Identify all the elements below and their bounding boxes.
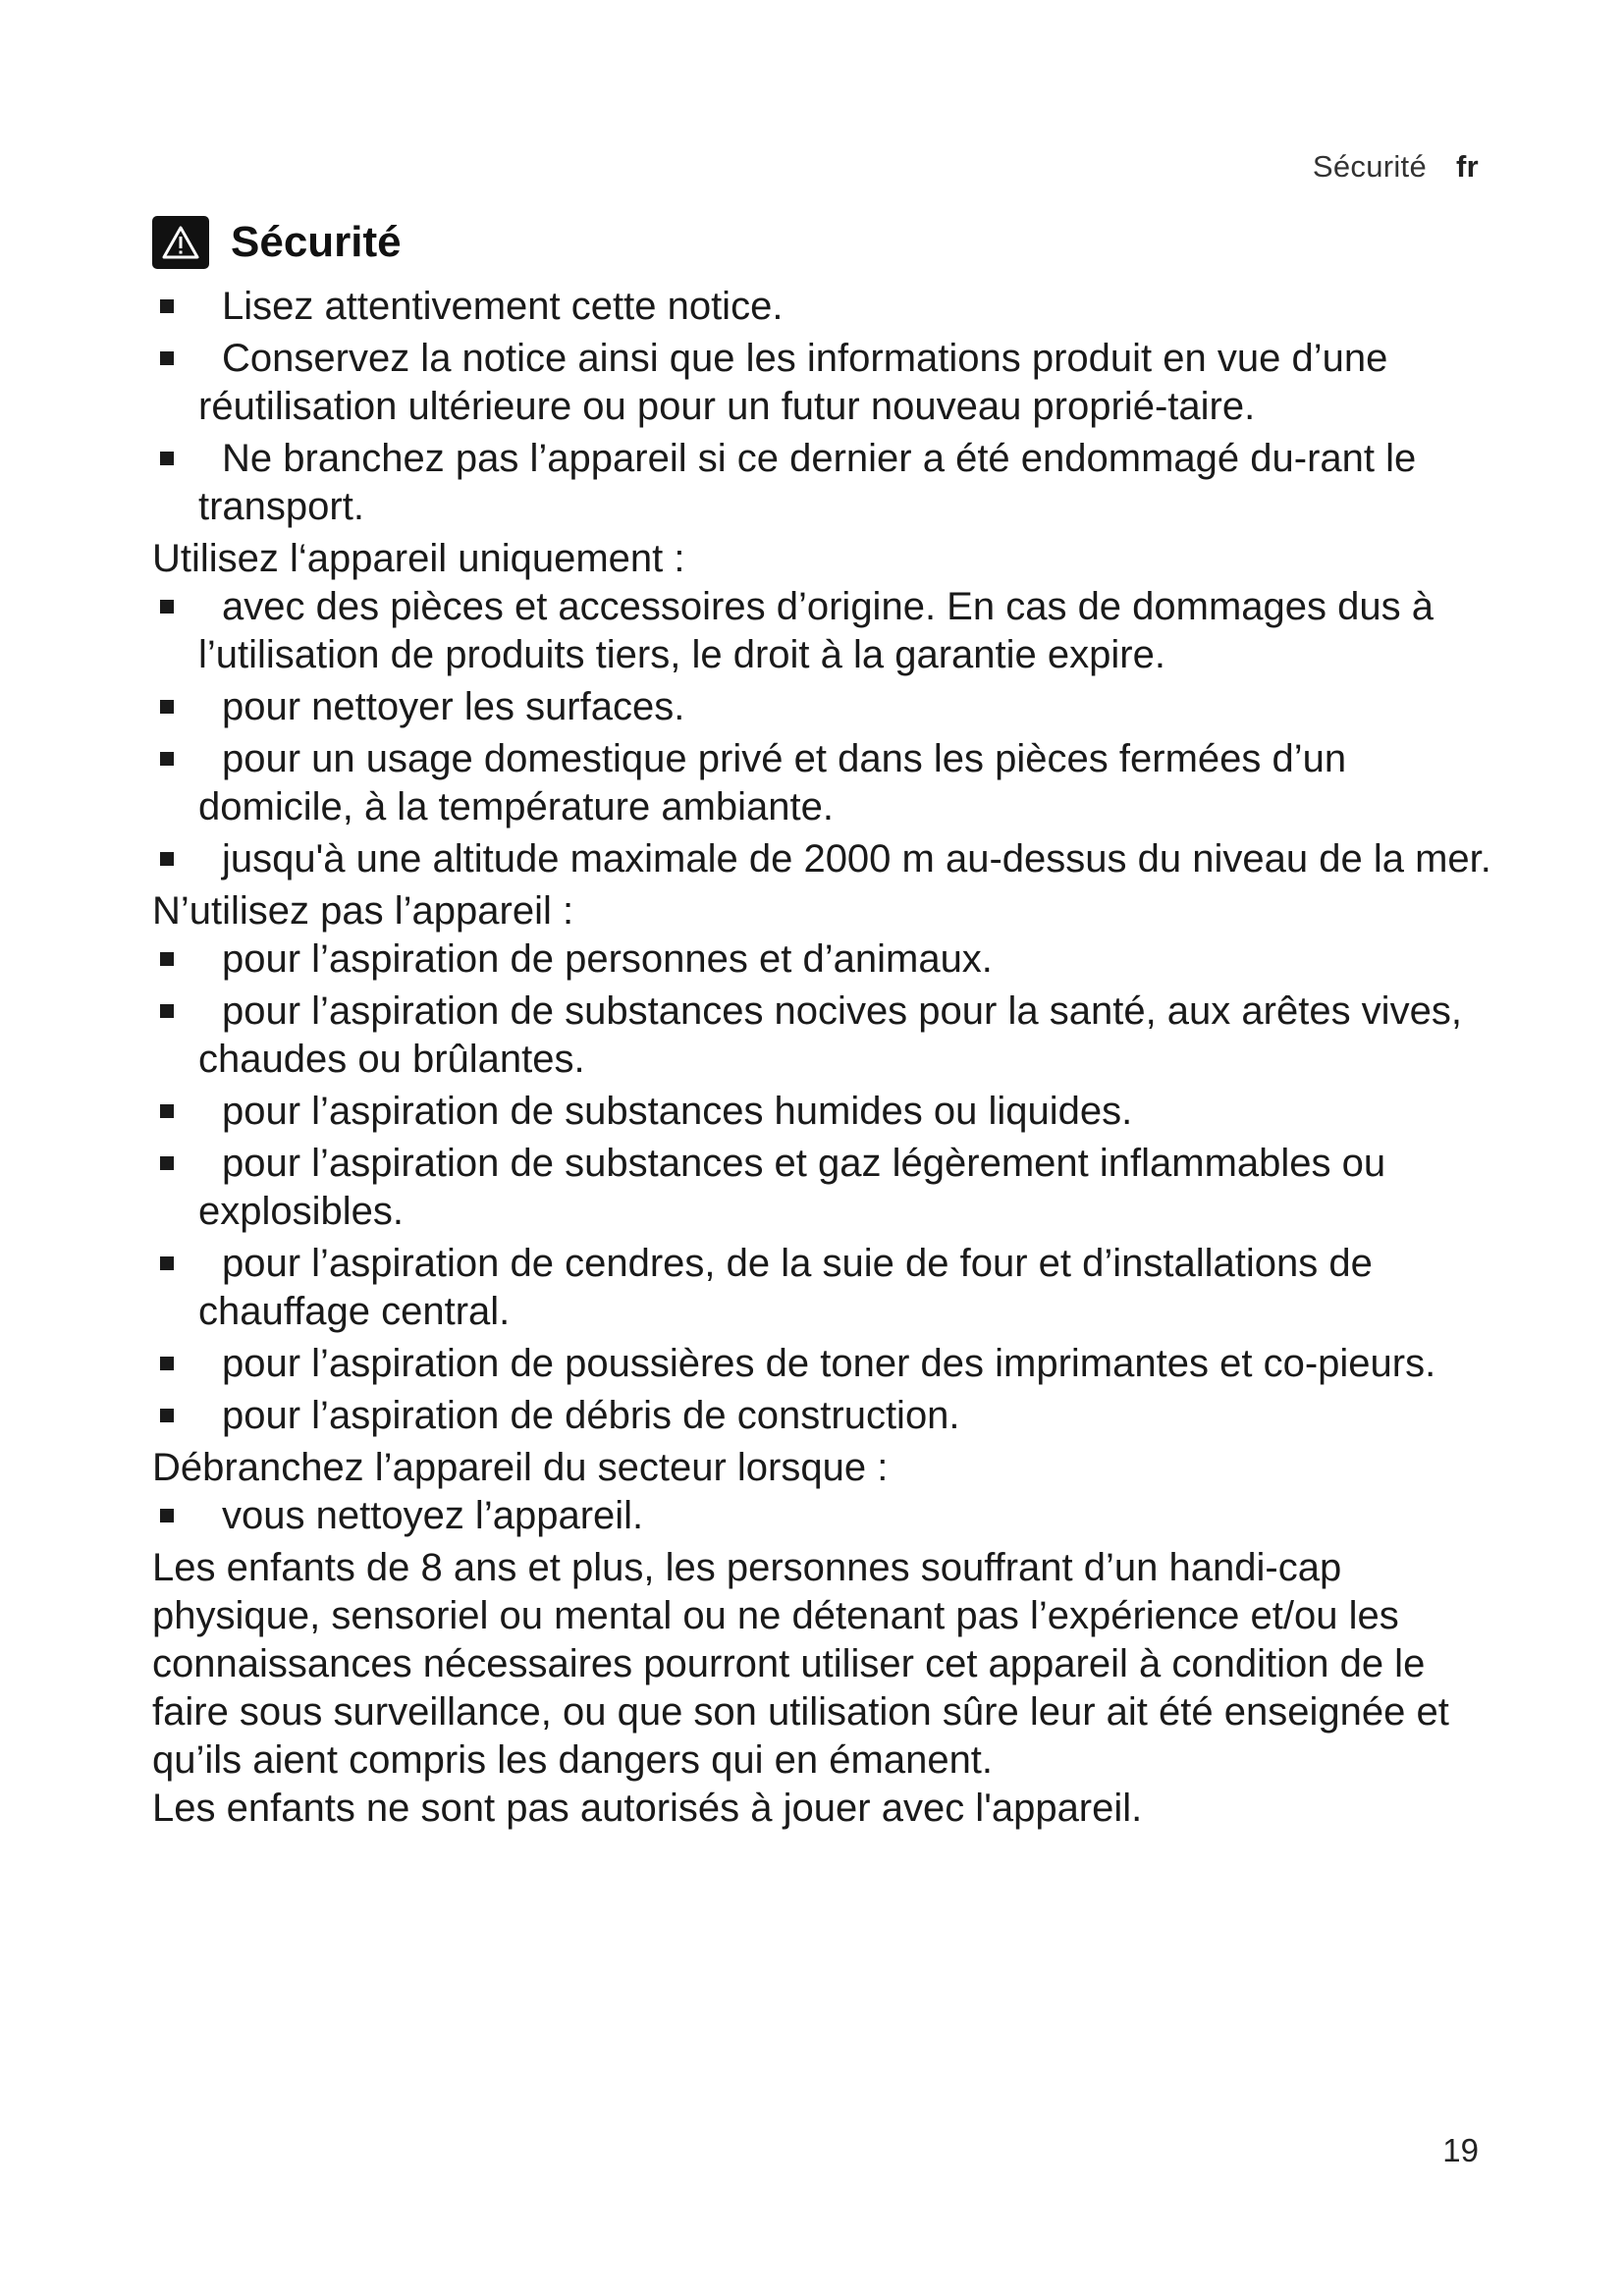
bullet [160, 1357, 174, 1370]
bullet [160, 700, 174, 714]
bullet [160, 1256, 174, 1270]
do-not-use-list [152, 935, 1507, 1440]
running-header-section: Sécurité [1312, 149, 1427, 184]
do-not-use-heading: N’utilisez pas l’appareil : [152, 889, 574, 933]
list-item: Ne branchez pas l’appareil si ce dernier a été endommagé du-rant le transport. [152, 435, 1507, 531]
list-item: Conservez la notice ainsi que les informations produit en vue d’une réutilisation ultérieure ou pour un futur nouveau proprié-taire. [152, 335, 1507, 431]
bullet [160, 299, 174, 313]
bullet [160, 452, 174, 465]
list-item: Lisez attentivement cette notice. [152, 283, 1507, 331]
bullet [160, 952, 174, 966]
bullet [160, 1004, 174, 1018]
running-header-language: fr [1456, 149, 1479, 184]
running-header [1313, 149, 1479, 185]
bullet [160, 852, 174, 866]
section-title-row [152, 214, 1507, 271]
list-item: pour l’aspiration de poussières de toner des imprimantes et co-pieurs. [152, 1340, 1507, 1388]
warning-icon [152, 216, 209, 269]
children-play-paragraph: Les enfants ne sont pas autorisés à jouer avec l'appareil. [152, 1787, 1143, 1830]
bullet [160, 1156, 174, 1170]
list-item: avec des pièces et accessoires d’origine. En cas de dommages dus à l’utilisation de produits tiers, le droit à la garantie expire. [152, 583, 1507, 679]
bullet [160, 1104, 174, 1118]
list-item: pour l’aspiration de personnes et d’animaux. [152, 935, 1507, 984]
list-item: pour l’aspiration de débris de construction. [152, 1392, 1507, 1440]
list-item: pour un usage domestique privé et dans les pièces fermées d’un domicile, à la température ambiante. [152, 735, 1507, 831]
use-only-list [152, 583, 1507, 883]
bullet [160, 752, 174, 766]
list-item: pour l’aspiration de cendres, de la suie de four et d’installations de chauffage central. [152, 1240, 1507, 1336]
list-item: pour nettoyer les surfaces. [152, 683, 1507, 731]
page-number: 19 [1442, 2132, 1479, 2168]
section-title: Sécurité [231, 218, 402, 266]
unplug-heading: Débranchez l’appareil du secteur lorsque : [152, 1446, 889, 1489]
page-content [152, 214, 1507, 1833]
list-item: pour l’aspiration de substances humides ou liquides. [152, 1088, 1507, 1136]
list-item: jusqu'à une altitude maximale de 2000 m au-dessus du niveau de la mer. [152, 835, 1507, 883]
children-paragraph: Les enfants de 8 ans et plus, les personnes souffrant d’un handi-cap physique, sensoriel ou mental ou ne détenant pas l’expérience et/ou les connaissances nécessaires pourront utiliser cet appareil à condition de le faire sous surveillance, ou que son utilisation sûre leur ait été enseignée et qu’ils aient compris les dangers qui en émanent. [152, 1546, 1449, 1782]
intro-list [152, 283, 1507, 531]
list-item: pour l’aspiration de substances nocives pour la santé, aux arêtes vives, chaudes ou brûlantes. [152, 988, 1507, 1084]
bullet [160, 1409, 174, 1422]
unplug-list [152, 1492, 1507, 1540]
bullet [160, 600, 174, 614]
bullet [160, 1509, 174, 1522]
use-only-heading: Utilisez l‘appareil uniquement : [152, 537, 685, 580]
list-item: vous nettoyez l’appareil. [152, 1492, 1507, 1540]
list-item: pour l’aspiration de substances et gaz légèrement inflammables ou explosibles. [152, 1140, 1507, 1236]
bullet [160, 351, 174, 365]
